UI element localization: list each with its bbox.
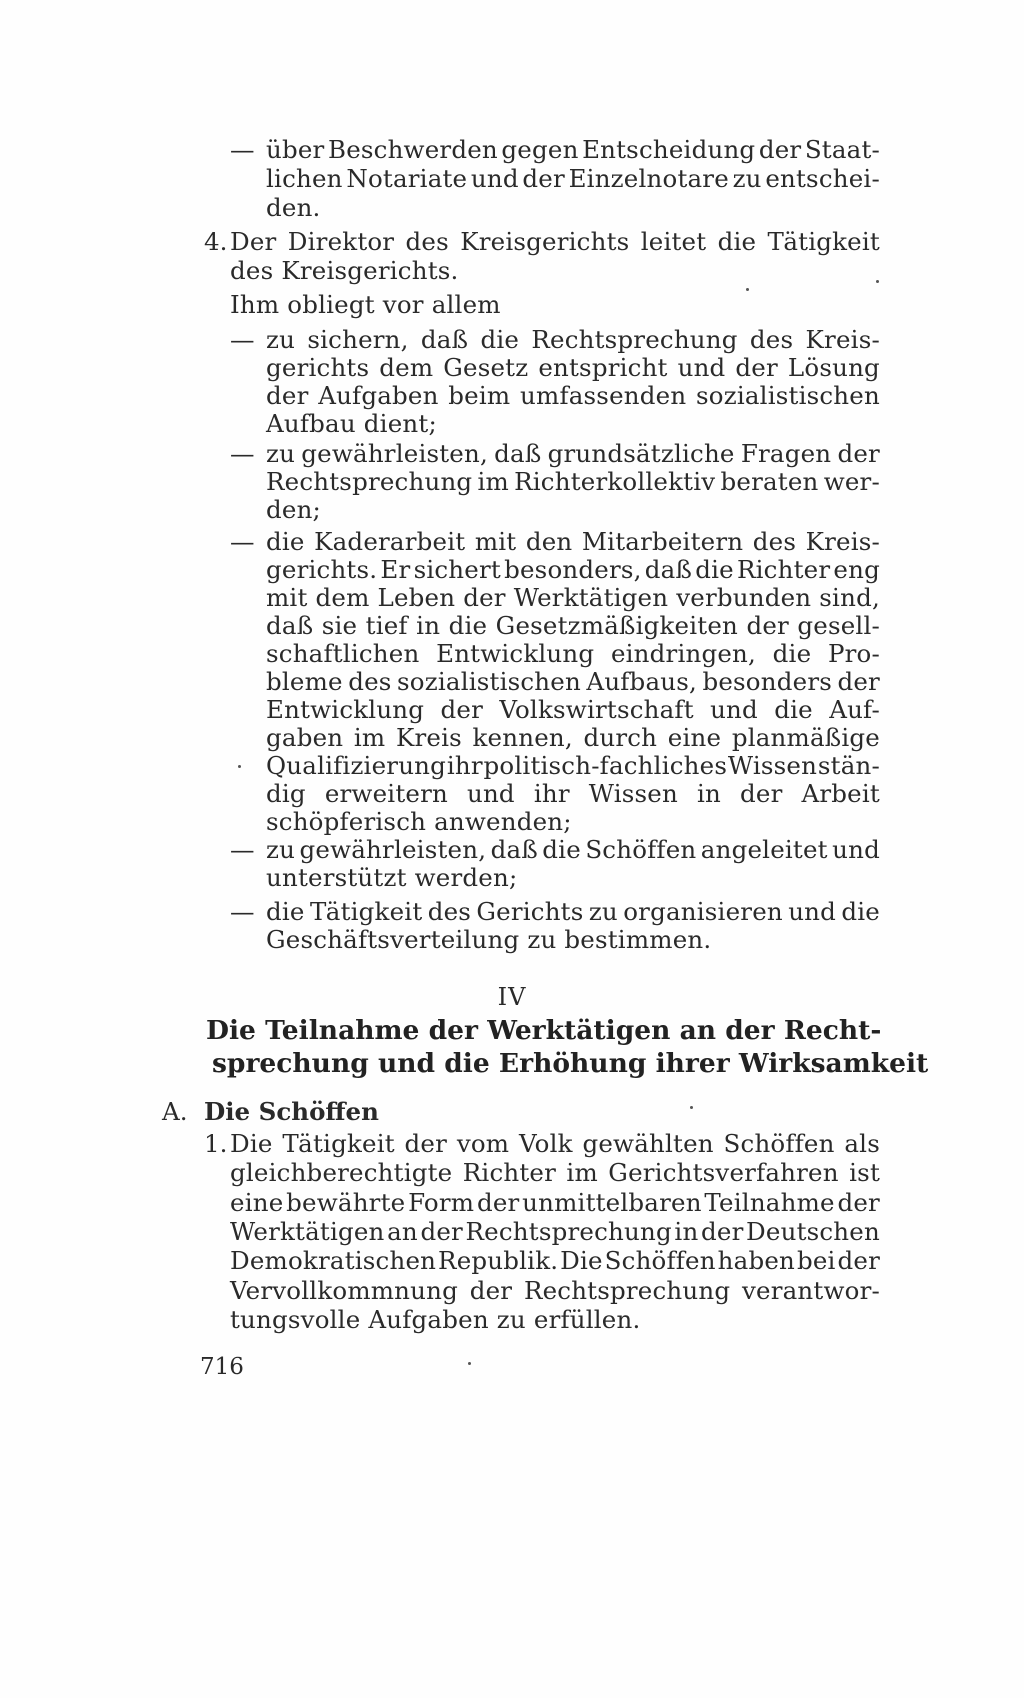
text-line: unterstützt werden; — [266, 863, 518, 892]
bullet-dash: — — [230, 135, 255, 164]
text-line: Entwicklung der Volkswirtschaft und die Auf- — [266, 695, 880, 724]
print-speck — [690, 1106, 693, 1109]
text-line: tungsvolle Aufgaben zu erfüllen. — [230, 1304, 641, 1334]
text-line: den; — [266, 495, 322, 524]
chapter-title-line: Die Teilnahme der Werktätigen an der Recht- — [206, 1015, 882, 1046]
print-speck — [876, 280, 879, 283]
text-line: schöpferisch anwenden; — [266, 807, 572, 836]
text-line: daß sie tief in die Gesetzmäßigkeiten der gesell- — [266, 611, 880, 640]
text-line: Werktätigen an der Rechtsprechung in der Deutschen — [230, 1216, 880, 1246]
text-line: bleme des sozialistischen Aufbaus, besonders der — [266, 667, 880, 696]
page-number: 716 — [200, 1354, 244, 1380]
print-speck — [238, 765, 241, 768]
bullet-dash: — — [230, 439, 255, 468]
text-line: zu gewährleisten, daß grundsätzliche Fragen der — [266, 439, 880, 468]
subsection-title: Die Schöffen — [204, 1097, 379, 1126]
print-speck — [746, 288, 749, 291]
bullet-dash: — — [230, 835, 255, 864]
bullet-dash: — — [230, 325, 255, 354]
text-line: der Aufgaben beim umfassenden sozialistischen — [266, 381, 880, 410]
text-line: die Kaderarbeit mit den Mitarbeitern des Kreis- — [266, 527, 880, 556]
print-speck — [468, 1362, 471, 1365]
item-number: 4. — [204, 227, 228, 256]
text-line: die Tätigkeit des Gerichts zu organisieren und die — [266, 897, 880, 926]
text-line: eine bewährte Form der unmittelbaren Teilnahme der — [230, 1187, 880, 1217]
text-line: lichen Notariate und der Einzelnotare zu entschei- — [266, 164, 880, 193]
text-line: gerichts. Er sichert besonders, daß die Richter eng — [266, 555, 880, 584]
item-number: 1. — [204, 1129, 228, 1158]
text-line: des Kreisgerichts. — [230, 256, 459, 285]
text-line: Vervollkommnung der Rechtsprechung verantwor- — [230, 1275, 880, 1305]
text-line: Demokratischen Republik. Die Schöffen haben bei der — [230, 1246, 880, 1276]
text-line: Geschäftsverteilung zu bestimmen. — [266, 925, 712, 954]
text-line: gerichts dem Gesetz entspricht und der Lösung — [266, 353, 880, 382]
text-line: Qualifizierung ihr politisch-fachliches Wissen stän- — [266, 751, 880, 780]
text-line: Rechtsprechung im Richterkollektiv beraten wer- — [266, 467, 880, 496]
text-line: zu sichern, daß die Rechtsprechung des Kreis- — [266, 325, 880, 354]
bullet-dash: — — [230, 527, 255, 556]
text-line: über Beschwerden gegen Entscheidung der Staat- — [266, 135, 880, 164]
text-line: den. — [266, 193, 321, 222]
text-line: Aufbau dient; — [266, 409, 437, 438]
text-line: gleichberechtigte Richter im Gerichtsverfahren ist — [230, 1158, 880, 1188]
text-line: schaftlichen Entwicklung eindringen, die Pro- — [266, 639, 880, 668]
text-line: gaben im Kreis kennen, durch eine planmäßige — [266, 723, 880, 752]
chapter-numeral: IV — [497, 983, 527, 1011]
text-line: zu gewährleisten, daß die Schöffen angeleitet und — [266, 835, 880, 864]
text-line: mit dem Leben der Werktätigen verbunden sind, — [266, 583, 880, 612]
chapter-title-line: sprechung und die Erhöhung ihrer Wirksamkeit — [212, 1048, 929, 1079]
subsection-label: A. — [162, 1097, 188, 1126]
bullet-dash: — — [230, 897, 255, 926]
text-line: Der Direktor des Kreisgerichts leitet die Tätigkeit — [230, 227, 880, 256]
text-line: Die Tätigkeit der vom Volk gewählten Schöffen als — [230, 1129, 880, 1158]
text-line: dig erweitern und ihr Wissen in der Arbeit — [266, 779, 880, 808]
intro-line: Ihm obliegt vor allem — [230, 290, 501, 319]
